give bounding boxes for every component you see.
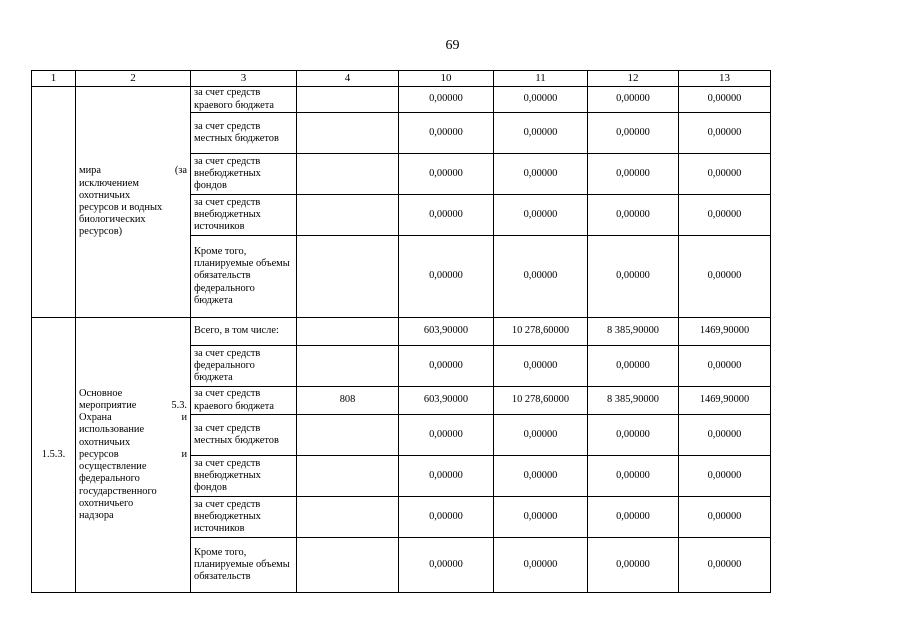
item-name-line [79, 510, 187, 522]
item-name-word: биологических [79, 214, 146, 226]
item-name-word: ресурсов и водных [79, 202, 163, 213]
item-name-word: ресурсов [79, 448, 119, 460]
value-col-12: 8 385,90000 [588, 318, 679, 346]
value-col-11: 10 278,60000 [494, 387, 588, 415]
value-col-12: 0,00000 [588, 87, 679, 113]
funding-source: за счет средств местных бюджетов [191, 113, 297, 154]
value-col-10: 0,00000 [399, 236, 494, 318]
value-col-13: 0,00000 [679, 236, 771, 318]
value-col-12: 0,00000 [588, 497, 679, 538]
item-name-line [79, 190, 187, 202]
col-header: 4 [297, 71, 399, 87]
value-col-10: 0,00000 [399, 113, 494, 154]
column-4-value: 808 [297, 387, 399, 415]
funding-source: Кроме того, планируемые объемы обязательств федерального бюджета [191, 236, 297, 318]
col-header: 2 [76, 71, 191, 87]
value-col-12: 0,00000 [588, 456, 679, 497]
table-row [32, 318, 771, 346]
column-4-value [297, 497, 399, 538]
value-col-11: 0,00000 [494, 113, 588, 154]
value-col-10: 0,00000 [399, 195, 494, 236]
col-header: 11 [494, 71, 588, 87]
value-col-10: 603,90000 [399, 387, 494, 415]
item-name-word: (за [174, 165, 187, 177]
funding-source: за счет средств краевого бюджета [191, 387, 297, 415]
item-name-line [79, 178, 187, 190]
value-col-11: 0,00000 [494, 346, 588, 387]
value-col-11: 0,00000 [494, 154, 588, 195]
item-name [76, 318, 191, 593]
item-name-line [79, 226, 187, 238]
col-header: 1 [32, 71, 76, 87]
item-name-word: использование [79, 424, 145, 436]
funding-source: за счет средств внебюджетных источников [191, 195, 297, 236]
item-name-word: надзора [79, 509, 114, 521]
value-col-12: 8 385,90000 [588, 387, 679, 415]
item-name-line [79, 388, 187, 400]
funding-source: за счет средств внебюджетных фондов [191, 154, 297, 195]
value-col-13: 0,00000 [679, 113, 771, 154]
funding-source: за счет средств федерального бюджета [191, 346, 297, 387]
table-body [32, 87, 771, 593]
funding-source: за счет средств внебюджетных фондов [191, 456, 297, 497]
value-col-10: 0,00000 [399, 415, 494, 456]
value-col-10: 0,00000 [399, 538, 494, 593]
item-name-word: Охрана [79, 412, 112, 424]
column-4-value [297, 87, 399, 113]
value-col-13: 0,00000 [679, 87, 771, 113]
value-col-12: 0,00000 [588, 346, 679, 387]
value-col-10: 0,00000 [399, 154, 494, 195]
item-name-line [79, 473, 187, 485]
column-4-value [297, 318, 399, 346]
value-col-12: 0,00000 [588, 415, 679, 456]
item-name-line [79, 214, 187, 226]
column-4-value [297, 346, 399, 387]
item-name-word: мероприятие [79, 400, 137, 412]
value-col-13: 0,00000 [679, 538, 771, 593]
col-header: 10 [399, 71, 494, 87]
value-col-10: 603,90000 [399, 318, 494, 346]
column-4-value [297, 154, 399, 195]
value-col-11: 0,00000 [494, 538, 588, 593]
item-name-line [79, 202, 187, 214]
column-4-value [297, 415, 399, 456]
value-col-11: 0,00000 [494, 236, 588, 318]
funding-source: Кроме того, планируемые объемы обязательств [191, 538, 297, 593]
value-col-12: 0,00000 [588, 195, 679, 236]
value-col-13: 1469,90000 [679, 318, 771, 346]
value-col-12: 0,00000 [588, 113, 679, 154]
value-col-10: 0,00000 [399, 87, 494, 113]
funding-source: за счет средств местных бюджетов [191, 415, 297, 456]
item-name-word: осуществление [79, 461, 147, 473]
funding-source: за счет средств внебюджетных источников [191, 497, 297, 538]
value-col-12: 0,00000 [588, 154, 679, 195]
page-number: 69 [445, 38, 460, 53]
item-name [76, 87, 191, 318]
budget-table [31, 70, 771, 593]
col-header: 3 [191, 71, 297, 87]
item-name-word: охотничьих [79, 189, 131, 201]
column-4-value [297, 236, 399, 318]
col-header: 12 [588, 71, 679, 87]
value-col-10: 0,00000 [399, 346, 494, 387]
value-col-13: 0,00000 [679, 154, 771, 195]
item-name-word: и [181, 448, 187, 460]
item-name-word: федерального [79, 473, 140, 485]
item-code: 1.5.3. [32, 318, 76, 593]
item-name-word: Основное [79, 387, 123, 399]
header-row [32, 71, 771, 87]
item-name-line [79, 437, 187, 449]
item-name-line [79, 486, 187, 498]
item-name-word: 5.3. [171, 400, 187, 412]
item-name-word: мира [79, 165, 101, 177]
item-name-word: исключением [79, 177, 139, 189]
item-name-line [79, 165, 187, 177]
value-col-11: 0,00000 [494, 415, 588, 456]
value-col-13: 0,00000 [679, 415, 771, 456]
value-col-11: 0,00000 [494, 195, 588, 236]
item-code [32, 87, 76, 318]
table-row [32, 87, 771, 113]
funding-source: Всего, в том числе: [191, 318, 297, 346]
value-col-13: 1469,90000 [679, 387, 771, 415]
value-col-12: 0,00000 [588, 538, 679, 593]
col-header: 13 [679, 71, 771, 87]
column-4-value [297, 113, 399, 154]
item-name-line [79, 424, 187, 436]
item-name-line [79, 412, 187, 424]
funding-source: за счет средств краевого бюджета [191, 87, 297, 113]
item-name-line [79, 400, 187, 412]
column-4-value [297, 538, 399, 593]
item-name-line [79, 461, 187, 473]
value-col-13: 0,00000 [679, 497, 771, 538]
value-col-11: 10 278,60000 [494, 318, 588, 346]
value-col-13: 0,00000 [679, 456, 771, 497]
item-name-word: государственного [79, 485, 157, 497]
value-col-11: 0,00000 [494, 497, 588, 538]
value-col-12: 0,00000 [588, 236, 679, 318]
column-4-value [297, 456, 399, 497]
item-name-word: охотничьего [79, 497, 134, 509]
value-col-13: 0,00000 [679, 195, 771, 236]
item-name-line [79, 498, 187, 510]
item-name-line [79, 449, 187, 461]
value-col-10: 0,00000 [399, 456, 494, 497]
item-name-word: охотничьих [79, 436, 131, 448]
value-col-11: 0,00000 [494, 87, 588, 113]
value-col-10: 0,00000 [399, 497, 494, 538]
value-col-11: 0,00000 [494, 456, 588, 497]
value-col-13: 0,00000 [679, 346, 771, 387]
column-4-value [297, 195, 399, 236]
item-name-word: и [181, 412, 187, 424]
item-name-word: ресурсов) [79, 226, 123, 238]
